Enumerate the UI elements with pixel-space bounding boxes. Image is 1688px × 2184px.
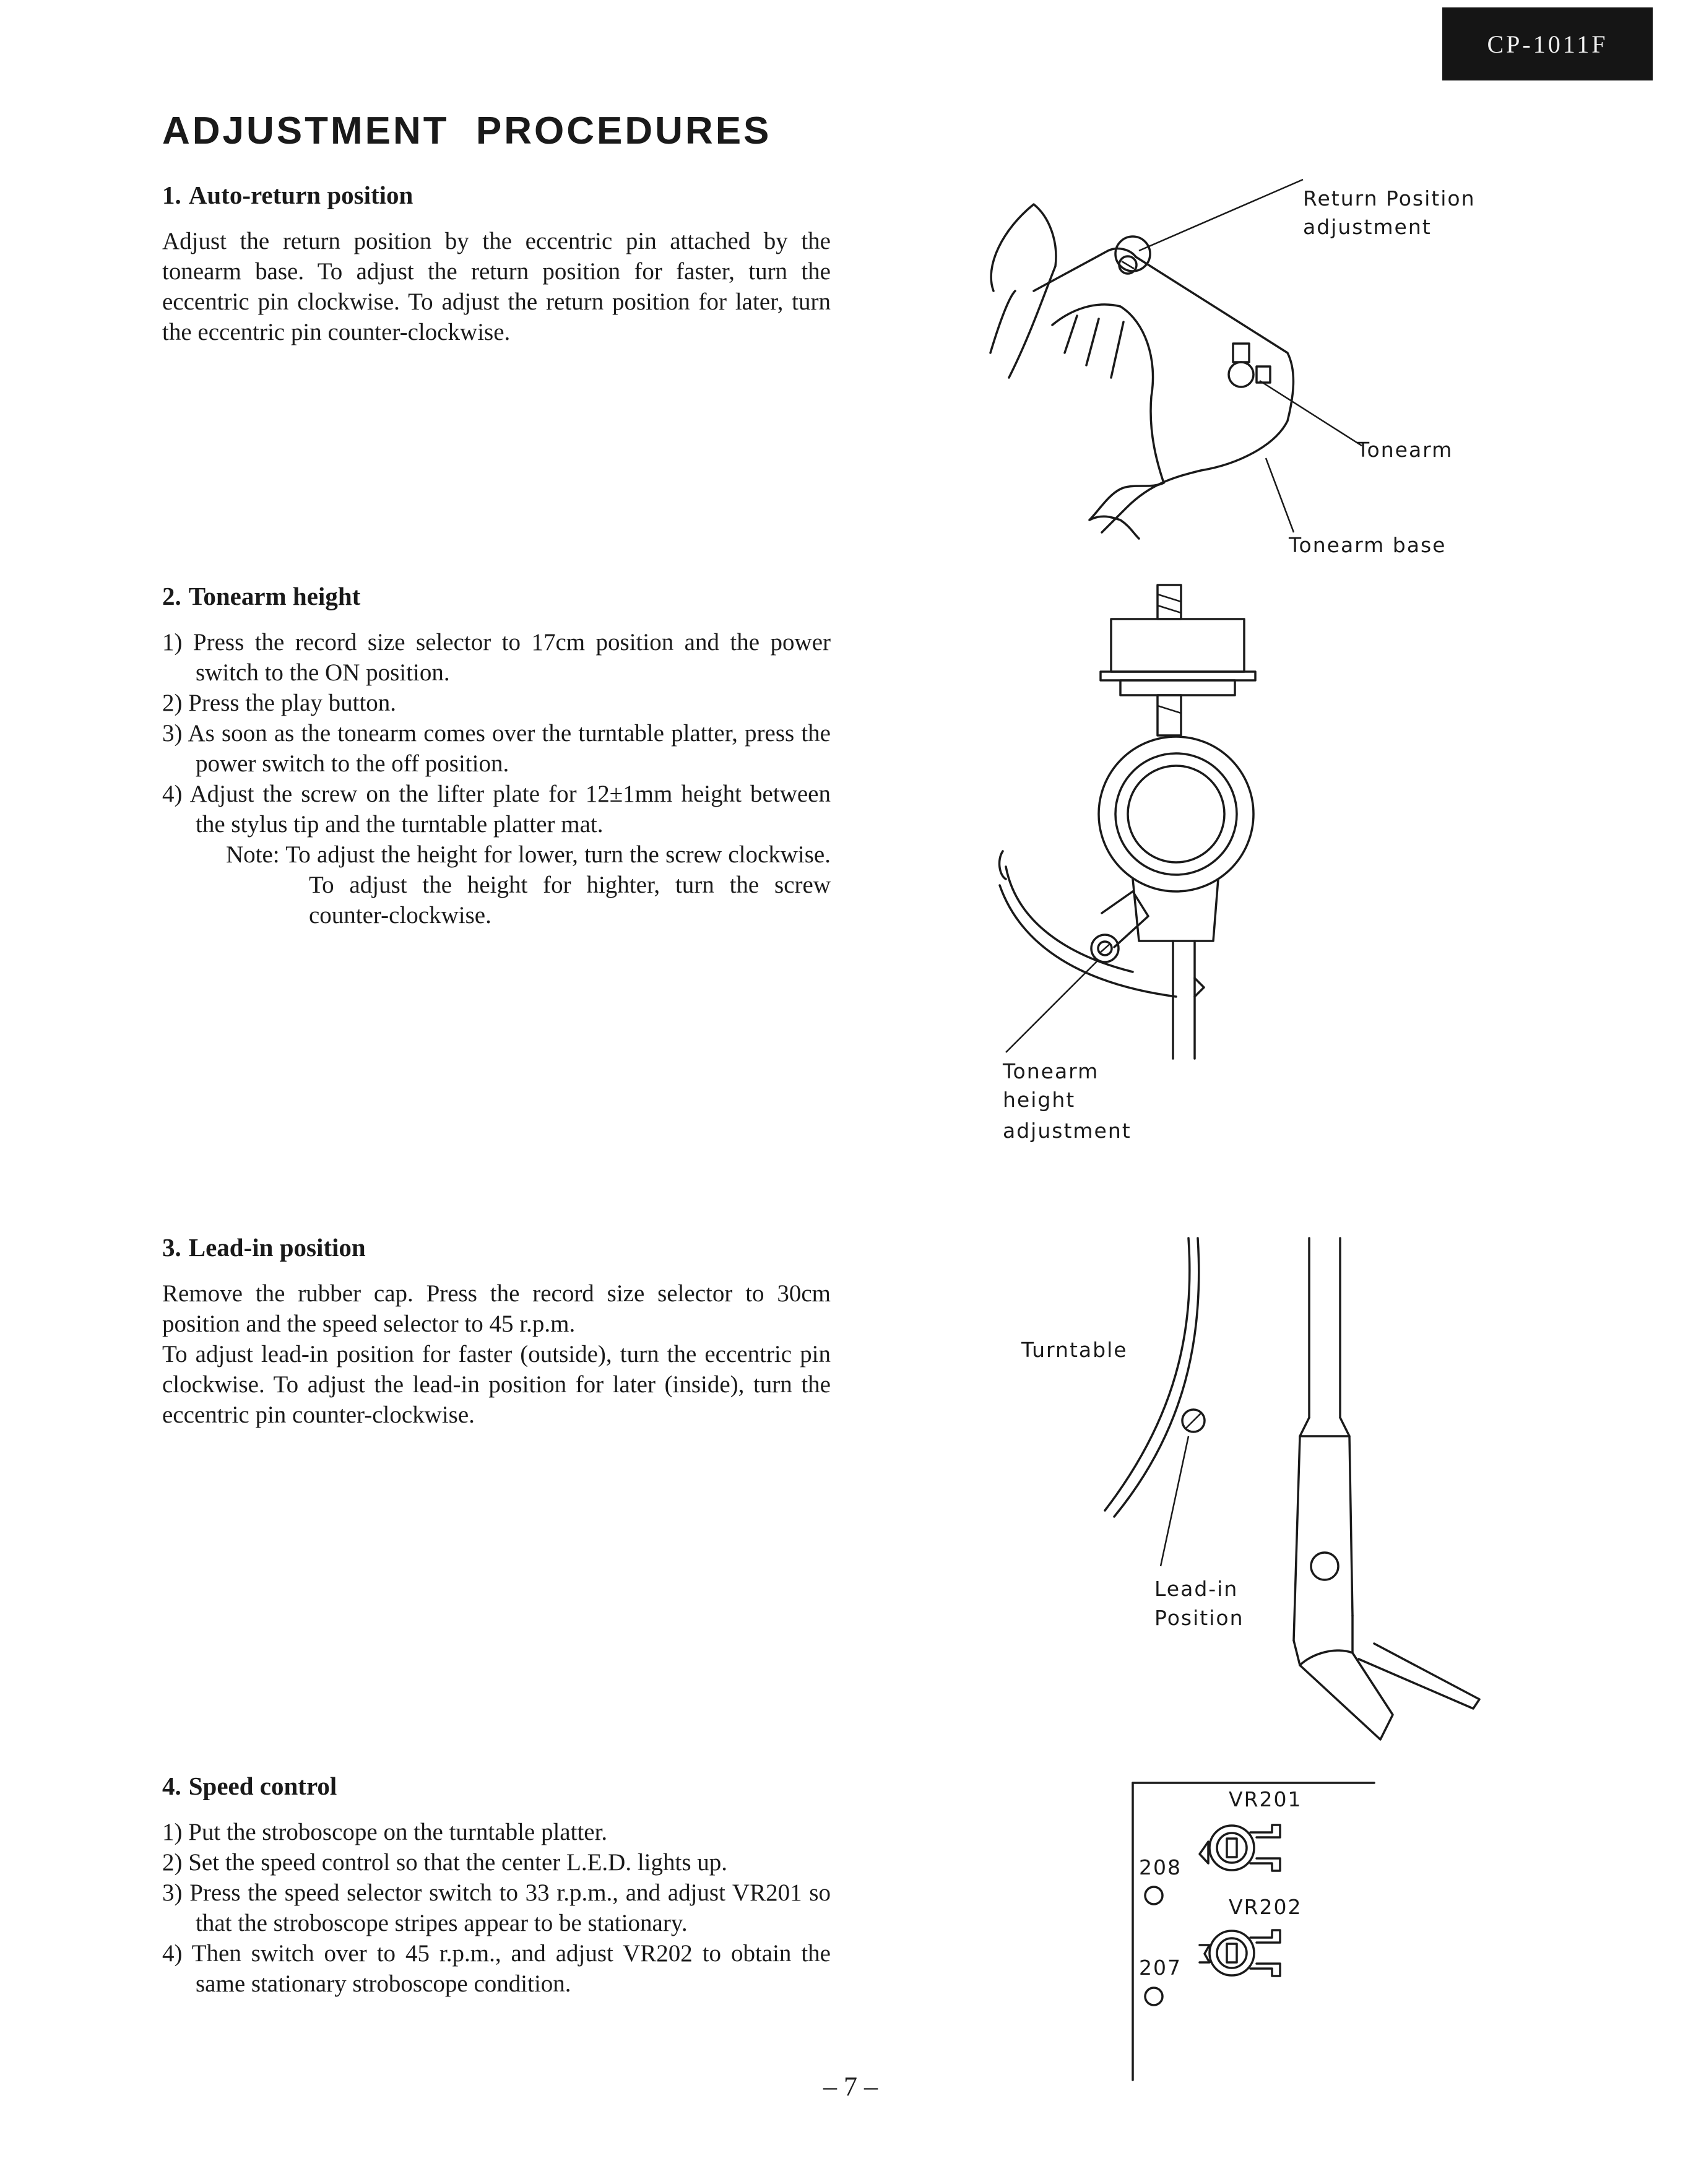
ring-inner <box>1128 766 1224 862</box>
step-item: 1) Press the record size selector to 17cm position and the power switch to the ON position. <box>162 629 831 687</box>
leader-line <box>1161 1436 1188 1566</box>
section-number: 4. <box>162 1772 181 1800</box>
lifter-arm <box>1102 891 1148 947</box>
lifter-arm <box>1000 851 1006 879</box>
section-text: Remove the rubber cap. Press the record size selector to 30cm position and the speed selector to 45 r.p.m. <box>162 1280 831 1338</box>
headshell-finger <box>1359 1644 1479 1709</box>
finger-outline <box>990 291 1015 353</box>
section-number: 3. <box>162 1233 181 1262</box>
base-outline <box>1111 322 1123 378</box>
section-lead-in <box>162 1233 831 1430</box>
section-heading <box>162 582 831 611</box>
screw-thread <box>1158 706 1181 713</box>
step-list <box>162 1817 831 1999</box>
tonearm-body <box>1294 1436 1300 1640</box>
tonearm-base-diagram <box>966 173 1523 576</box>
vr201-trimmer-icon <box>1200 1825 1280 1871</box>
tonearm-height-diagram <box>990 570 1337 1164</box>
section-title: Auto-return position <box>188 181 413 209</box>
screw-icon <box>1233 344 1249 362</box>
step-item: 2) Set the speed control so that the center L.E.D. lights up. <box>162 1849 728 1876</box>
figure-speed-control <box>1127 1777 1411 2086</box>
label-tp208: 208 <box>1139 1855 1182 1879</box>
screw-icon <box>1257 366 1270 383</box>
step-list <box>162 627 831 839</box>
stem <box>1158 695 1181 735</box>
label-tonearm: Tonearm <box>1003 1059 1099 1083</box>
base-outline <box>1089 483 1164 539</box>
label-return-position: Return Position <box>1303 186 1476 210</box>
section-auto-return <box>162 181 831 347</box>
screw-slot <box>1099 943 1110 953</box>
step-item: 3) As soon as the tonearm comes over the turntable platter, press the power switch to the off position. <box>162 720 831 778</box>
lifter-plate <box>1101 672 1255 680</box>
section-heading <box>162 1233 831 1262</box>
tonearm-collar <box>1300 1418 1349 1436</box>
section-tonearm-height <box>162 582 831 930</box>
section-title: Lead-in position <box>188 1233 366 1262</box>
turntable-edge <box>1114 1238 1199 1517</box>
vr202-trimmer-icon <box>1200 1930 1280 1976</box>
test-point-207-icon <box>1145 1988 1162 2005</box>
base-outline <box>1102 257 1293 532</box>
section-text: To adjust lead-in position for faster (outside), turn the eccentric pin clockwise. To adjust the lead-in position for later (inside), turn the eccentric pin counter-clockwise. <box>162 1341 831 1429</box>
leader-line <box>1266 458 1294 532</box>
leader-line <box>1006 960 1099 1052</box>
pin-slot <box>1186 1413 1201 1428</box>
screw-thread <box>1158 594 1181 602</box>
step-item: 4) Then switch over to 45 r.p.m., and adjust VR202 to obtain the same stationary stroboscope condition. <box>162 1940 831 1998</box>
figure-tonearm-height <box>990 570 1337 1164</box>
step-item: 2) Press the play button. <box>162 690 397 717</box>
base-outline <box>1086 319 1099 365</box>
headshell <box>1294 1616 1393 1740</box>
label-vr202: VR202 <box>1229 1895 1302 1919</box>
base-outline <box>1065 316 1077 353</box>
section-text: Adjust the return position by the eccentric pin attached by the tonearm base. To adjust the return position for faster, turn the eccentric pin clockwise. To adjust the return position for later, turn the eccentric pin counter-clockwise. <box>162 228 831 346</box>
figure-lead-in <box>1003 1232 1498 1746</box>
section-speed-control <box>162 1772 831 1999</box>
section-number: 2. <box>162 582 181 610</box>
headshell <box>1300 1650 1353 1665</box>
lifter-arm <box>1006 867 1133 972</box>
label-position: Position <box>1154 1606 1244 1630</box>
figure-auto-return <box>966 173 1523 576</box>
label-turntable: Turntable <box>1021 1338 1128 1362</box>
section-number: 1. <box>162 181 181 209</box>
section-title: Speed control <box>188 1772 337 1800</box>
step-item: 3) Press the speed selector switch to 33 r.p.m., and adjust VR201 so that the stroboscope stripes appear to be stationary. <box>162 1879 831 1937</box>
page-title: ADJUSTMENT PROCEDURES <box>162 110 772 152</box>
screw-icon <box>1229 362 1253 387</box>
ring-outer <box>1099 737 1253 891</box>
label-lead-in: Lead-in <box>1154 1577 1239 1601</box>
base-outline <box>1052 305 1164 483</box>
test-point-208-icon <box>1145 1887 1162 1904</box>
step-item: 1) Put the stroboscope on the turntable platter. <box>162 1819 608 1846</box>
section-heading <box>162 181 831 210</box>
label-tonearm: Tonearm <box>1357 438 1453 462</box>
label-tp207: 207 <box>1139 1956 1182 1980</box>
lifter-plate <box>1120 680 1235 695</box>
lifter-block <box>1111 619 1244 672</box>
label-adjustment: adjustment <box>1003 1119 1132 1143</box>
label-height: height <box>1003 1088 1076 1112</box>
leader-line <box>1139 180 1303 251</box>
finger-lift-icon <box>1311 1553 1338 1580</box>
finger-outline <box>991 204 1056 378</box>
page-number: – 7 – <box>823 2071 878 2102</box>
model-tab <box>1442 7 1653 80</box>
label-tonearm-base: Tonearm base <box>1289 533 1447 557</box>
ring-middle <box>1115 753 1237 875</box>
section-title: Tonearm height <box>188 582 361 610</box>
step-item: 4) Adjust the screw on the lifter plate for 12±1mm height between the stylus tip and the turntable platter mat. <box>162 781 831 838</box>
note-text: Note: To adjust the height for lower, turn the screw clockwise. To adjust the height for highter, turn the screw counter-clockwise. <box>226 841 831 929</box>
model-number: CP-1011F <box>1487 30 1608 58</box>
screw-icon <box>1158 585 1181 619</box>
tonearm-body <box>1349 1436 1353 1616</box>
pcb-diagram <box>1127 1777 1411 2086</box>
label-vr201: VR201 <box>1229 1787 1302 1811</box>
screw-thread <box>1158 605 1181 613</box>
lead-in-diagram <box>1003 1232 1498 1746</box>
arm-pipe <box>1195 978 1204 997</box>
section-heading <box>162 1772 831 1801</box>
label-adjustment: adjustment <box>1303 215 1432 239</box>
